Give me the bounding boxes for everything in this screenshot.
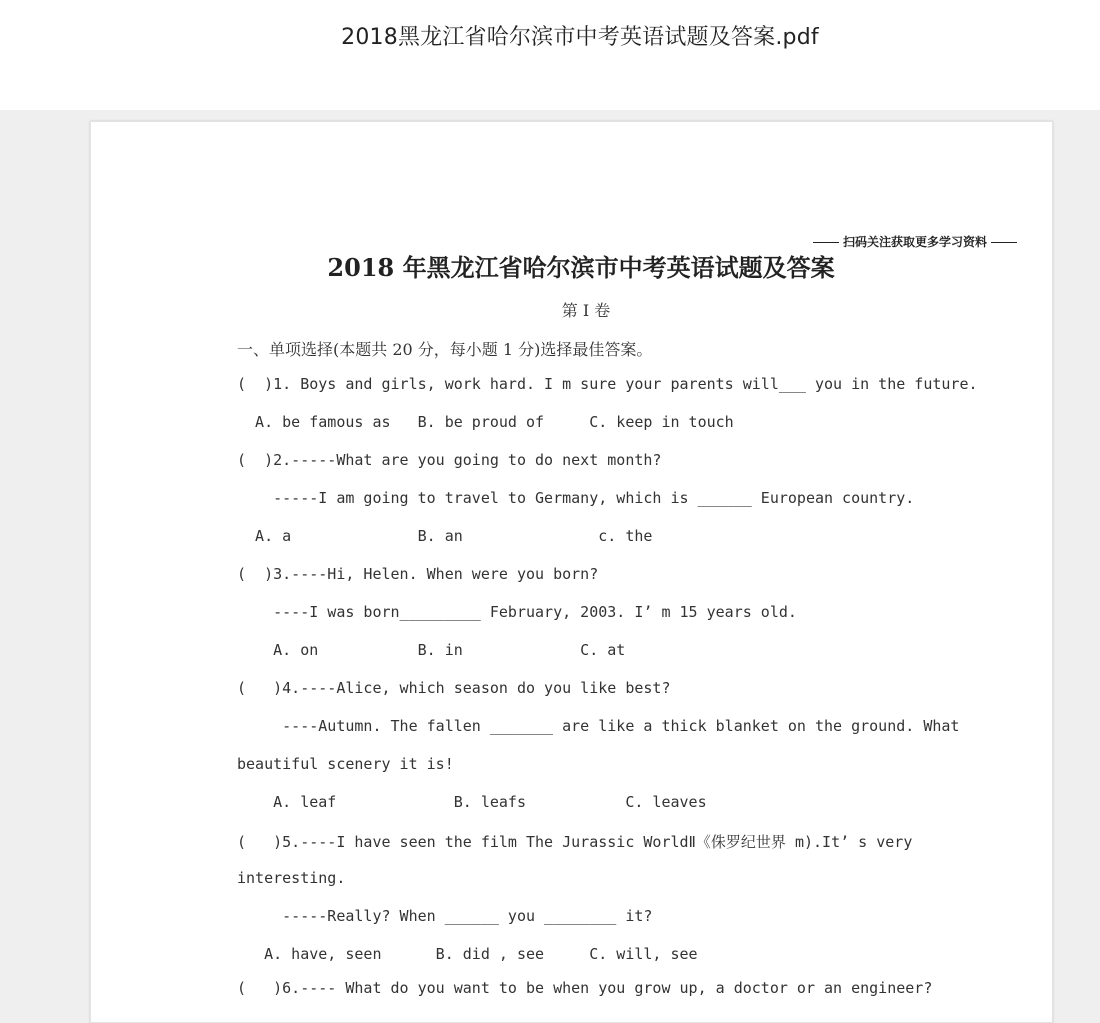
question-5-reply: -----Really? When ______ you ________ it?: [237, 907, 653, 925]
exam-title: 2018 年黑龙江省哈尔滨市中考英语试题及答案: [327, 253, 835, 282]
side-note-text: 扫码关注获取更多学习资料: [843, 235, 988, 249]
question-4-reply: ----Autumn. The fallen _______ are like a thick blanket on the ground. What: [237, 717, 960, 735]
question-3-reply: ----I was born_________ February, 2003. I’ m 15 years old.: [237, 603, 797, 621]
question-6: ( )6.---- What do you want to be when you grow up, a doctor or an engineer?: [237, 979, 933, 997]
volume-label: 第 I 卷: [561, 301, 611, 320]
options-2: A. a B. an c. the: [237, 527, 653, 545]
question-2-reply: -----I am going to travel to Germany, which is ______ European country.: [237, 489, 915, 507]
side-note-right-rule: [991, 242, 1017, 243]
options-1: A. be famous as B. be proud of C. keep in touch: [237, 413, 734, 431]
side-note: [809, 233, 1027, 249]
question-2: ( )2.-----What are you going to do next month?: [237, 451, 662, 469]
options-5: A. have, seen B. did , see C. will, see: [237, 945, 698, 963]
question-4: ( )4.----Alice, which season do you like best?: [237, 679, 671, 697]
viewer-header: [0, 0, 1100, 110]
question-5-cont: interesting.: [237, 869, 346, 887]
file-title: 2018黑龙江省哈尔滨市中考英语试题及答案.pdf: [341, 25, 819, 50]
options-3: A. on B. in C. at: [237, 641, 626, 659]
question-1: ( )1. Boys and girls, work hard. I m sure your parents will___ you in the future.: [237, 375, 978, 393]
question-4-reply-cont: beautiful scenery it is!: [237, 755, 454, 773]
side-note-left-rule: [813, 242, 839, 243]
section-heading: 一、单项选择(本题共 20 分，每小题 1 分)选择最佳答案。: [237, 340, 653, 359]
question-5: ( )5.----I have seen the film The Jurassic WorldⅡ《侏罗纪世界 m).It’ s very: [237, 833, 913, 851]
question-3: ( )3.----Hi, Helen. When were you born?: [237, 565, 599, 583]
pdf-page: [90, 121, 1053, 1023]
options-4: A. leaf B. leafs C. leaves: [237, 793, 707, 811]
